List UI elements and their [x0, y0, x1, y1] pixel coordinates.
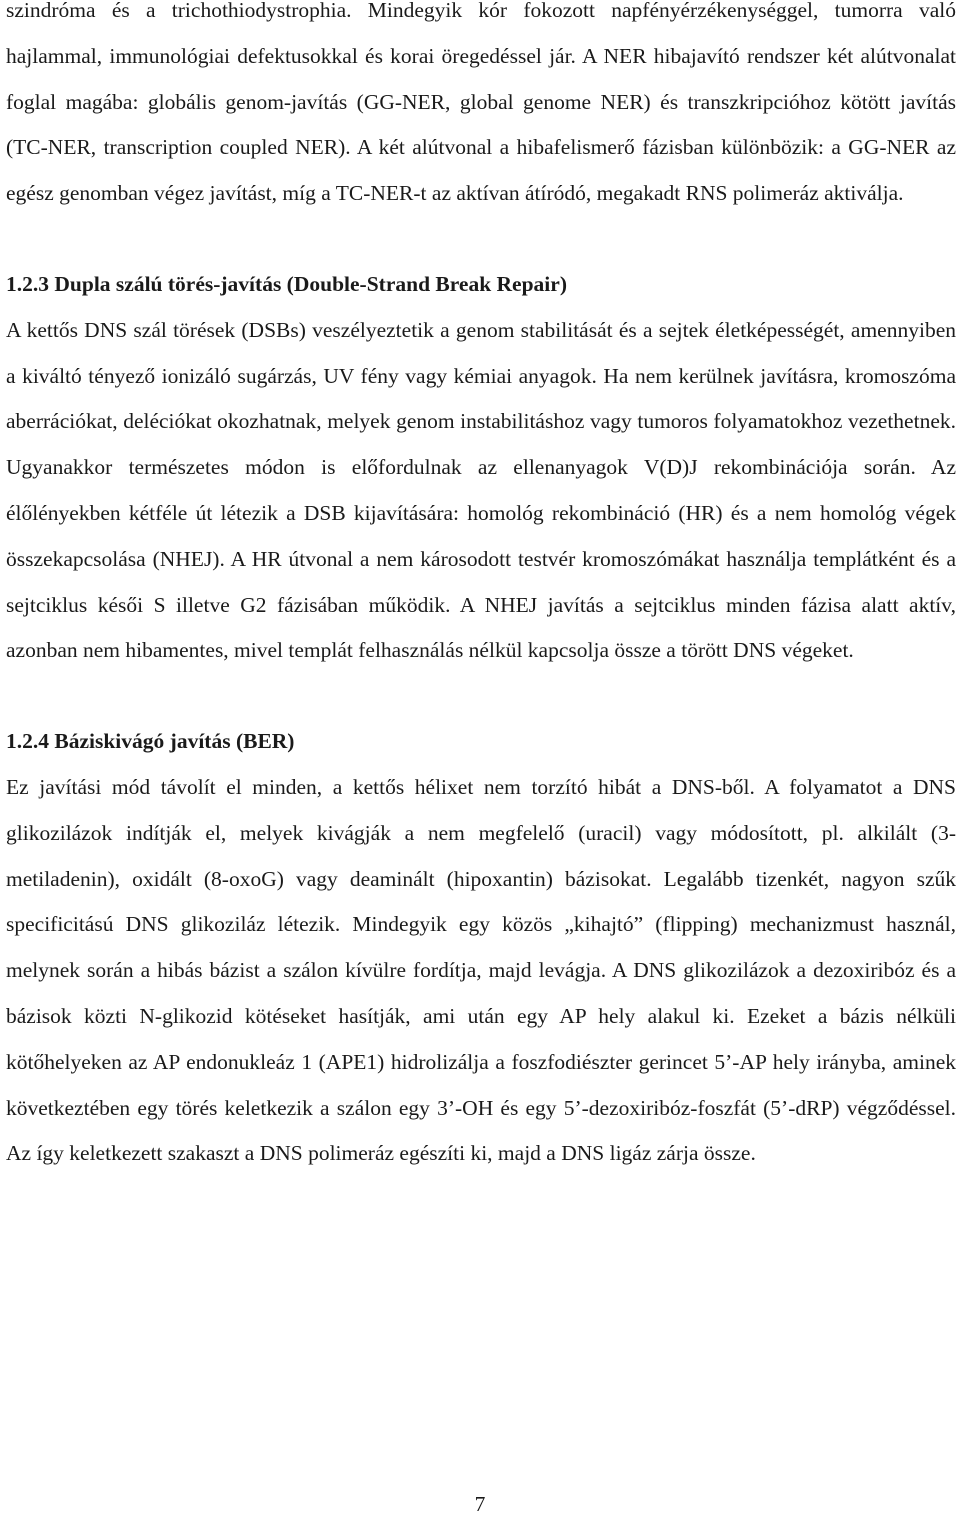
page-number: 7 — [474, 1492, 486, 1516]
section-heading-dsb: 1.2.3 Dupla szálú törés-javítás (Double-Strand Break Repair) — [6, 271, 567, 296]
section-spacer — [6, 674, 956, 719]
intro-paragraph: szindróma és a trichothiodystrophia. Mindegyik kór fokozott napfényérzékenységgel, tumorra való hajlammal, immunológiai defektusokkal és korai öregedéssel jár. A NER hibajavító rendszer két alútvonalat foglal magába: globális genom-javítás (GG-NER, global genome NER) és transzkripcióhoz kötött javítás (TC-NER, transcription coupled NER). A két alútvonal a hibafelismerő fázisban különbözik: a GG-NER az egész genomban végez javítást, míg a TC-NER-t az aktívan átíródó, megakadt RNS polimeráz aktiválja. — [6, 0, 956, 206]
ber-paragraph: Ez javítási mód távolít el minden, a kettős hélixet nem torzító hibát a DNS-ből. A folyamatot a DNS glikozilázok indítják el, melyek kivágják a nem megfelelő (uracil) vagy módosított, pl. alkilált (3-metiladenin), oxidált (8-oxoG) vagy deaminált (hipoxantin) bázisokat. Legalább tizenkét, nagyon szűk specificitású DNS glikoziláz létezik. Mindegyik egy közös „kihajtó” (flipping) mechanizmust használ, melynek során a hibás bázist a szálon kívülre fordítja, majd levágja. A DNS glikozilázok a dezoxiribóz és a bázisok közti N-glikozid kötéseket hasítják, ami után egy AP hely alakul ki. Ezeket a bázis nélküli kötőhelyeken az AP endonukleáz 1 (APE1) hidrolizálja a foszfodiészter gerincet 5’-AP hely irányba, aminek következtében egy törés keletkezik a szálon egy 3’-OH és egy 5’-dezoxiribóz-foszfát (5’-dRP) végződéssel. Az így keletkezett szakaszt a DNS polimeráz egészíti ki, majd a DNS ligáz zárja össze. — [6, 774, 956, 1166]
section-heading-ber: 1.2.4 Báziskivágó javítás (BER) — [6, 729, 295, 754]
dsb-paragraph: A kettős DNS szál törések (DSBs) veszélyeztetik a genom stabilitását és a sejtek életképességét, amennyiben a kiváltó tényező ionizáló sugárzás, UV fény vagy kémiai anyagok. Ha nem kerülnek javításra, kromoszóma aberrációkat, deléciókat okozhatnak, melyek genom instabilitáshoz vagy tumoros folyamatokhoz vezethetnek. Ugyanakkor természetes módon is előfordulnak az ellenanyagok V(D)J rekombinációja során. Az élőlényekben kétféle út létezik a DSB kijavítására: homológ rekombináció (HR) és a nem homológ végek összekapcsolása (NHEJ). A HR útvonal a nem károsodott testvér kromoszómákat használja templátként és a sejtciklus késői S illetve G2 fázisában működik. A NHEJ javítás a sejtciklus minden fázisa alatt aktív, azonban nem hibamentes, mivel templát felhasználás nélkül kapcsolja össze a törött DNS végeket. — [6, 317, 956, 663]
section-spacer — [6, 217, 956, 262]
document-page — [6, 0, 956, 1177]
